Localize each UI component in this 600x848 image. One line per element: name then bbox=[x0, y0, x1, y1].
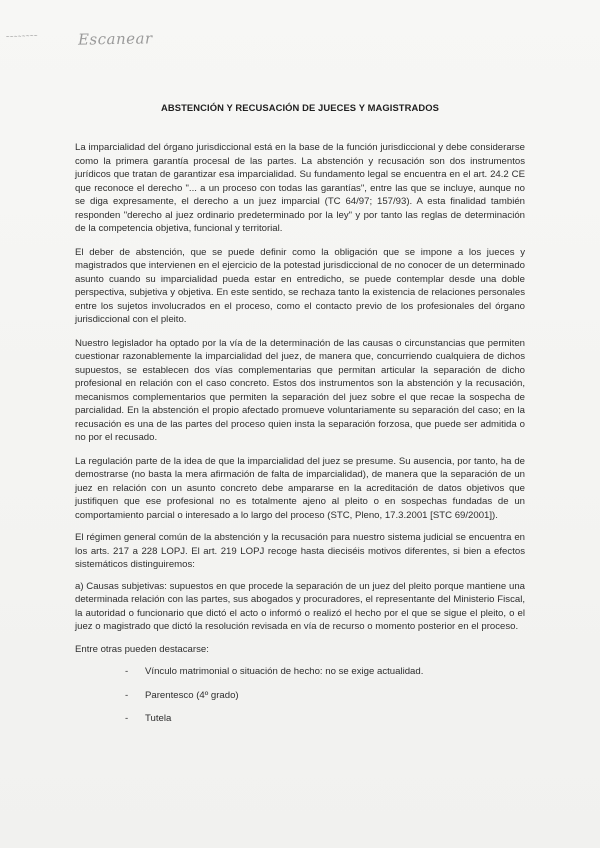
list-dash: - bbox=[125, 713, 129, 724]
list-item-text: Vínculo matrimonial o situación de hecho: no se exige actualidad. bbox=[145, 666, 424, 677]
list-item-text: Parentesco (4º grado) bbox=[145, 689, 239, 701]
list-item-text: Tutela bbox=[145, 713, 172, 724]
handwritten-note: Escanear bbox=[77, 29, 153, 49]
list-item bbox=[75, 689, 525, 713]
list-item bbox=[75, 712, 525, 736]
cause-list bbox=[75, 665, 525, 736]
paragraph: El régimen general común de la abstención y la recusación para nuestro sistema judicial se encuentra en los arts. 217 a 228 LOPJ. El art. 219 LOPJ recoge hasta dieciséis motivos diferentes, si bien a efectos sistemáticos distinguiremos: bbox=[75, 532, 525, 570]
document-body bbox=[75, 141, 525, 736]
document-title: ABSTENCIÓN Y RECUSACIÓN DE JUECES Y MAGISTRADOS bbox=[160, 102, 439, 113]
paragraph: La regulación parte de la idea de que la imparcialidad del juez se presume. Su ausencia, por tanto, ha de demostrarse (no basta la mera afirmación de falta de imparcialidad), de manera que la separación de un juez en relación con un asunto concreto debe ampararse en la acreditación de datos objetivos que justifiquen que ese profesional no es totalmente ajeno al pleito o en sospechas fundadas de un comportamiento parcial o interesado a lo largo del proceso (STC, Pleno, 17.3.2001 [STC 69/2001]). bbox=[75, 455, 525, 521]
paragraph: a) Causas subjetivas: supuestos en que procede la separación de un juez del pleito porque mantiene una determinada relación con las partes, sus abogados y procuradores, el representante del Ministerio Fiscal, la autoridad o funcionario que dictó el acto o informó o realizó el hecho por el que se sigue el pleito, o el juez o magistrado que dictó la resolución revisada en vía de recurso o momento posterior en el proceso. bbox=[75, 580, 525, 632]
paragraph: Nuestro legislador ha optado por la vía de la determinación de las causas o circunstancias que permiten cuestionar razonablemente la imparcialidad del juez, de manera que, concurriendo cualquiera de dichos supuestos, se establecen dos vías complementarias que permitan articular la separación de dicho profesional en relación con el caso concreto. Estos dos instrumentos son la abstención y la recusación, mecanismos complementarios que permiten la separación del juez sobre el que recae la sospecha de parcialidad. En la abstención el propio afectado promueve voluntariamente su separación del caso; en la recusación es una de las partes del proceso quien insta la separación forzosa, que puede ser admitida o no por el recusado. bbox=[75, 337, 525, 443]
paragraph: La imparcialidad del órgano jurisdiccional está en la base de la función jurisdiccional y debe considerarse como la primera garantía procesal de las partes. La abstención y recusación son dos instrumentos jurídicos que tratan de garantizar esa imparcialidad. Su fundamento legal se encuentra en el art. 24.2 CE que reconoce el derecho "... a un proceso con todas las garantías", entre las que se incluye, aunque no se diga expresamente, el derecho a un juez imparcial (TC 64/97; 157/93). A esta finalidad también responden "derecho al juez ordinario predeterminado por la ley" y por tanto las reglas de determinación de la competencia objetiva, funcional y territorial. bbox=[75, 142, 525, 234]
paragraph: El deber de abstención, que se puede definir como la obligación que se impone a los jueces y magistrados que intervienen en el ejercicio de la potestad jurisdiccional de no conocer de un determinado asunto cuando su imparcialidad pueda estar en entredicho, se puede contemplar desde una doble perspectiva, subjetiva y objetiva. En este sentido, se rechaza tanto la existencia de relaciones personales entre los sujetos involucrados en el proceso, como el contacto previo de los profesionales del órgano jurisdiccional con el pleito. bbox=[75, 246, 525, 325]
list-dash: - bbox=[125, 689, 129, 701]
list-item bbox=[75, 665, 525, 689]
paragraph: Entre otras pueden destacarse: bbox=[75, 643, 209, 655]
list-dash: - bbox=[125, 666, 129, 677]
corner-mark: ~~~~~~~~ bbox=[5, 33, 39, 41]
